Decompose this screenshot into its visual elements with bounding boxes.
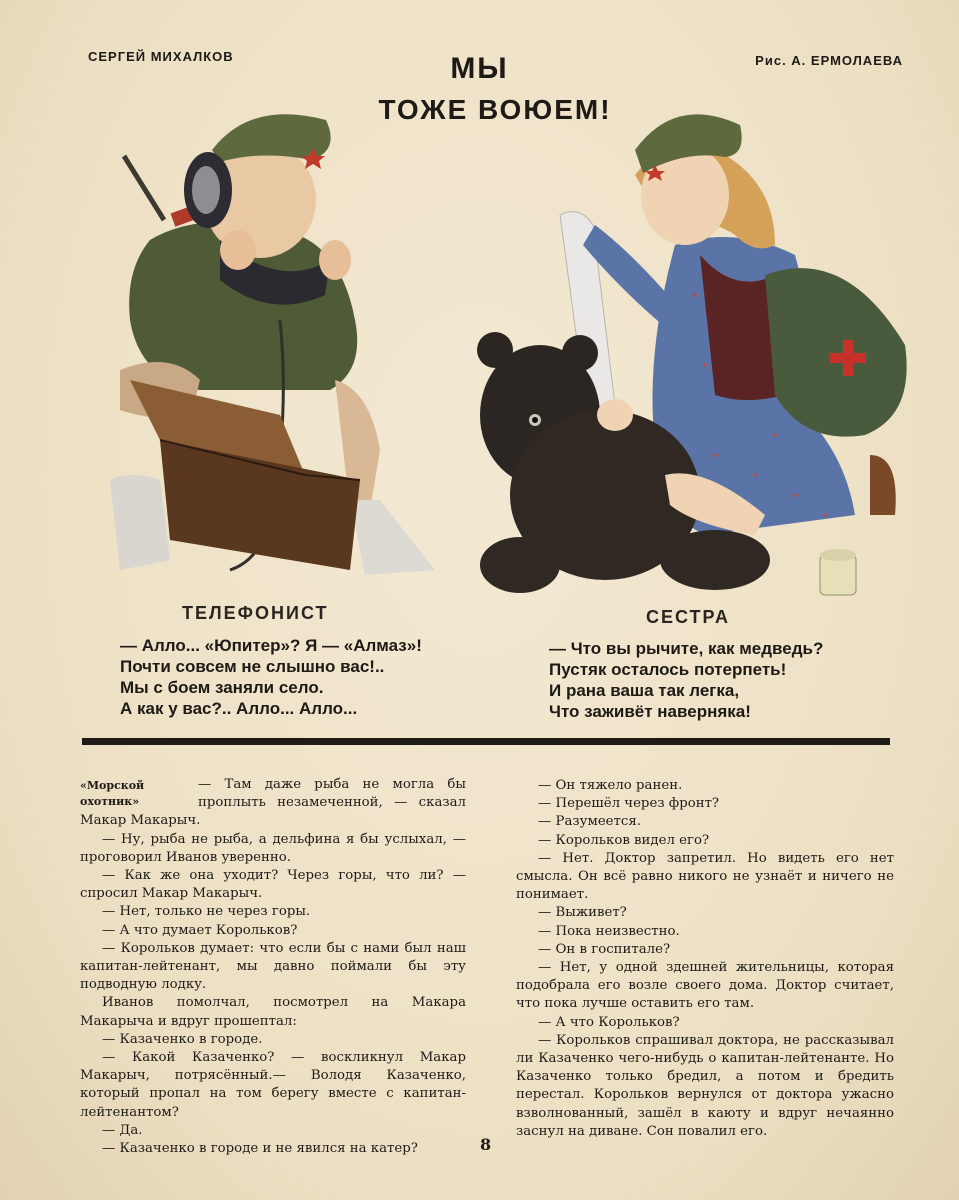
article-paragraph: — Корольков спрашивал доктора, не рассказывал ли Казаченко чего-нибудь о капитан-лейтенанте. Но Казаченко только бредил, а потом и бредить перестал. Корольков вернулся от доктора ужасно взволнованный, зашёл в каюту и вдруг нечаянно заснул на диване. Сон повалил его. [516,1032,894,1139]
article-paragraph: — Он тяжело ранен. [538,778,683,793]
nurse-illustration [475,95,915,605]
page-number: 8 [480,1135,492,1154]
article-left-column [80,776,466,1158]
article-paragraph: — Нет. Доктор запретил. Но видеть его нет смысла. Он всё равно никого не узнаёт и ничего не понимает. [516,850,894,903]
antenna-icon [124,156,164,220]
article-paragraph: — Там даже рыба не могла бы проплыть незамеченной, — сказал Макар Макарыч. [80,777,466,829]
article-paragraph: — Перешёл через фронт? [538,796,720,812]
left-verse [120,635,422,719]
article-paragraph: — Корольков видел его? [538,832,710,848]
verse-line: Пустяк осталось потерпеть! [549,660,787,679]
verse-line: И рана ваша так легка, [549,681,740,700]
right-caption: СЕСТРА [646,607,730,627]
page-title-line1: МЫ [450,52,509,85]
article-paragraph: — Корольков думает: что если бы с нами был наш капитан-лейтенант, мы давно поймали бы эту подводную лодку. [80,940,466,993]
verse-line: — Что вы рычите, как медведь? [549,639,824,658]
article-paragraph: — Он в госпитале? [538,941,671,957]
article-paragraph: — Нет, только не через горы. [102,904,311,920]
author-name: СЕРГЕЙ МИХАЛКОВ [88,49,234,64]
verse-line: Почти совсем не слышно вас!.. [120,657,385,676]
article-paragraph: — Пока неизвестно. [538,923,680,939]
verse-line: — Алло... «Юпитер»? Я — «Алмаз»! [120,636,422,655]
article-paragraph: — Казаченко в городе и не явился на катер? [102,1141,418,1157]
article-paragraph: — Да. [102,1122,143,1138]
illustrator-credit: Рис. А. ЕРМОЛАЕВА [755,53,903,68]
article-paragraph: — Как же она уходит? Через горы, что ли? — спросил Макар Макарыч. [80,868,466,902]
section-label: «Морской охотник» [80,779,145,808]
page-title-line2: ТОЖЕ ВОЮЕМ! [378,94,612,125]
article-paragraph: Иванов помолчал, посмотрел на Макара Макарыча и вдруг прошептал: [80,995,466,1029]
article-paragraph: — Казаченко в городе. [102,1031,263,1047]
article-paragraph: — Нет, у одной здешней жительницы, которая подобрала его возле своего дома. Доктор считает, что пока лучше оставить его там. [516,960,894,1012]
article-paragraph: — Выживет? [538,905,627,921]
verse-line: Мы с боем заняли село. [120,678,324,697]
article-paragraph: — А что Корольков? [538,1014,680,1030]
left-boot [110,475,170,570]
article-paragraph: — А что думает Корольков? [102,922,298,938]
right-boot [350,500,435,575]
article-paragraph: — Разумеется. [538,814,641,830]
article-paragraph: — Ну, рыба не рыба, а дельфина я бы услыхал, — проговорил Иванов уверенно. [80,831,466,865]
article-paragraph: — Какой Казаченко? — воскликнул Макар Макарыч, потрясённый.— Володя Казаченко, который пропал на том берегу вместе с капитан-лейтенантом? [80,1050,466,1120]
article-right-column [516,777,894,1141]
section-divider [82,738,890,745]
verse-line: Что заживёт наверняка! [549,702,751,721]
left-caption: ТЕЛЕФОНИСТ [182,603,329,623]
telephonist-illustration [80,90,460,590]
verse-line: А как у вас?.. Алло... Алло... [120,699,358,718]
right-verse [549,638,823,722]
